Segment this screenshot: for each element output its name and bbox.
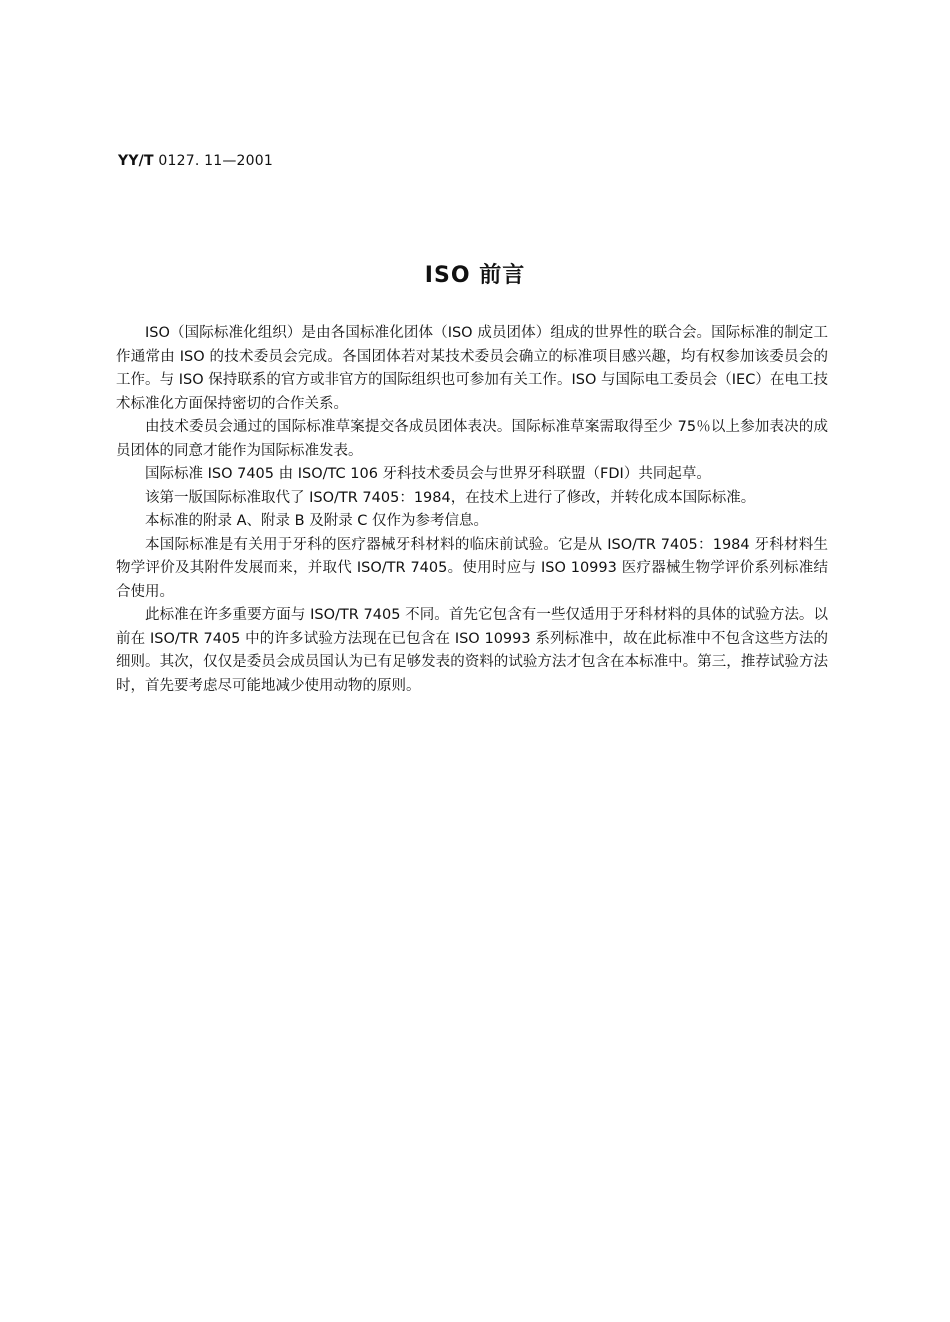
standard-code [118,153,273,169]
paragraph-scope: 本国际标准是有关用于牙科的医疗器械牙科材料的临床前试验。它是从 ISO/TR 7405：1984 牙科材料生物学评价及其附件发展而来，并取代 ISO/TR 7405。使用时应与 ISO 10993 医疗器械生物学评价系列标准结合使用。 [116,536,828,600]
standard-code-prefix: YY/T [118,153,154,169]
standard-code-number: 0127. 11—2001 [153,153,273,169]
paragraph-draft-voting: 由技术委员会通过的国际标准草案提交各成员团体表决。国际标准草案需取得至少 75％以上参加表决的成员团体的同意才能作为国际标准发表。 [116,419,828,459]
paragraph-iso-intro: ISO（国际标准化组织）是由各国标准化团体（ISO 成员团体）组成的世界性的联合会。国际标准的制定工作通常由 ISO 的技术委员会完成。各国团体若对某技术委员会确立的标准项目感兴趣，均有权参加该委员会的工作。与 ISO 保持联系的官方或非官方的国际组织也可参加有关工作。ISO 与国际电工委员会（IEC）在电工技术标准化方面保持密切的合作关系。 [116,325,828,412]
foreword-body [116,322,828,698]
paragraph-differences: 此标准在许多重要方面与 ISO/TR 7405 不同。首先它包含有一些仅适用于牙科材料的具体的试验方法。以前在 ISO/TR 7405 中的许多试验方法现在已包含在 ISO 10993 系列标准中，故在此标准中不包含这些方法的细则。其次，仅仅是委员会成员国认为已有足够发表的资料的试验方法才包含在本标准中。第三，推荐试验方法时，首先要考虑尽可能地减少使用动物的原则。 [116,607,828,694]
paragraph-annexes: 本标准的附录 A、附录 B 及附录 C 仅作为参考信息。 [145,513,489,529]
paragraph-drafting-committee: 国际标准 ISO 7405 由 ISO/TC 106 牙科技术委员会与世界牙科联盟（FDI）共同起草。 [145,466,711,482]
page-title: ISO 前言 [424,263,526,288]
paragraph-edition-replacement: 该第一版国际标准取代了 ISO/TR 7405：1984，在技术上进行了修改，并转化成本国际标准。 [145,489,756,506]
